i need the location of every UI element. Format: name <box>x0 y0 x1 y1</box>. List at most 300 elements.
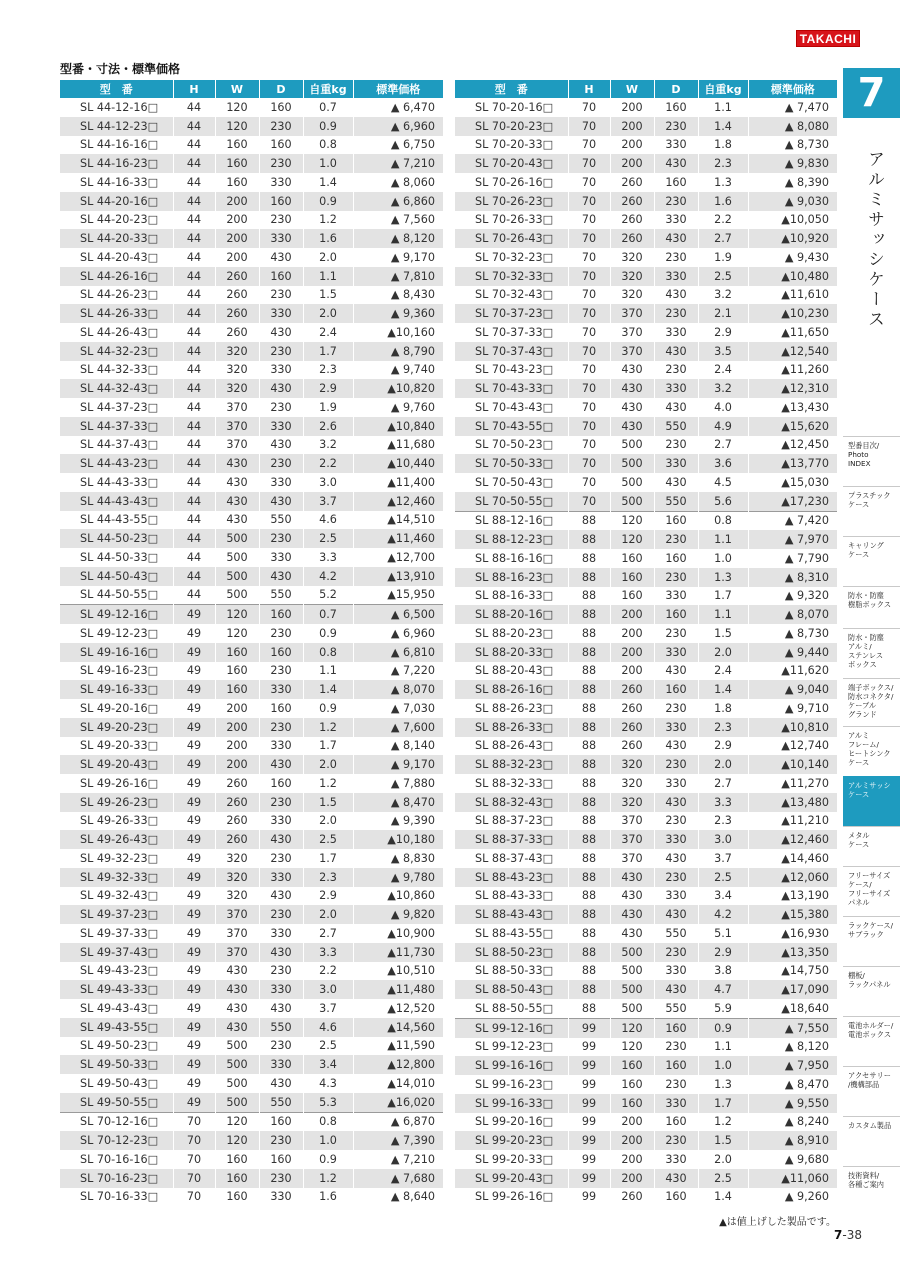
table-row <box>455 755 837 774</box>
cell-h: 88 <box>568 511 610 530</box>
cell-d: 160 <box>654 680 698 699</box>
cell-price: ▲11,730 <box>353 943 443 962</box>
table-row <box>455 868 837 887</box>
cell-model: SL 70-20-23□ <box>455 117 568 136</box>
side-tab-label: ラックパネル <box>848 980 891 989</box>
table-row <box>60 229 443 248</box>
side-tab-label: ケース <box>848 550 870 559</box>
cell-d: 330 <box>259 980 303 999</box>
cell-h: 44 <box>173 398 215 417</box>
cell-weight: 4.9 <box>698 417 748 436</box>
table-row <box>60 662 443 681</box>
cell-d: 330 <box>259 737 303 756</box>
cell-model: SL 99-26-16□ <box>455 1188 568 1207</box>
cell-w: 320 <box>610 267 654 286</box>
cell-d: 230 <box>259 793 303 812</box>
cell-price: ▲12,310 <box>748 379 837 398</box>
side-tab-label: /機構部品 <box>848 1080 880 1089</box>
cell-w: 160 <box>215 1188 259 1207</box>
cell-w: 120 <box>610 511 654 530</box>
cell-w: 500 <box>610 980 654 999</box>
cell-price: ▲14,510 <box>387 513 435 527</box>
cell-w: 430 <box>215 1018 259 1037</box>
table-row <box>60 211 443 230</box>
cell-d: 160 <box>654 98 698 117</box>
cell-w: 200 <box>215 192 259 211</box>
cell-w: 200 <box>215 248 259 267</box>
side-tab-7[interactable] <box>843 726 900 776</box>
side-tab-1[interactable] <box>843 436 900 486</box>
cell-d: 430 <box>259 999 303 1018</box>
cell-w: 320 <box>610 286 654 305</box>
cell-h: 88 <box>568 755 610 774</box>
table-row <box>455 718 837 737</box>
col-header-h: H <box>568 80 610 98</box>
side-tab-label: 電池ボックス <box>848 1030 892 1039</box>
cell-weight: 4.3 <box>303 1074 353 1093</box>
side-tab-9[interactable] <box>843 826 900 866</box>
cell-h: 49 <box>173 680 215 699</box>
cell-d: 430 <box>259 323 303 342</box>
table-row <box>455 342 837 361</box>
cell-weight: 2.4 <box>303 323 353 342</box>
cell-weight: 1.0 <box>303 1131 353 1150</box>
cell-model: SL 88-43-43□ <box>455 905 568 924</box>
side-tab-label: ケース/ <box>848 880 872 889</box>
cell-price: ▲10,900 <box>387 926 435 940</box>
cell-price: ▲ 7,420 <box>748 511 837 530</box>
table-row <box>455 1018 837 1037</box>
side-tab-10[interactable] <box>843 866 900 916</box>
cell-w: 370 <box>610 849 654 868</box>
table-row <box>60 755 443 774</box>
side-tab-label: 樹脂ボックス <box>848 600 892 609</box>
cell-w: 320 <box>215 379 259 398</box>
table-row <box>60 887 443 906</box>
cell-weight: 4.0 <box>698 398 748 417</box>
cell-weight: 4.2 <box>698 905 748 924</box>
cell-price: ▲11,480 <box>353 980 443 999</box>
cell-d: 330 <box>654 774 698 793</box>
table-row <box>455 812 837 831</box>
cell-h: 88 <box>568 849 610 868</box>
cell-model: SL 70-43-23□ <box>455 361 568 380</box>
table-row <box>60 1188 443 1207</box>
cell-h: 70 <box>173 1131 215 1150</box>
cell-model: SL 49-50-43□ <box>60 1074 173 1093</box>
table-row <box>455 511 837 530</box>
table-row <box>60 342 443 361</box>
cell-price: ▲ 9,760 <box>390 400 435 414</box>
cell-weight: 1.1 <box>698 98 748 117</box>
cell-w: 500 <box>610 999 654 1018</box>
side-tab-label: アルミ/ <box>848 642 872 651</box>
side-tab-12[interactable] <box>843 966 900 1016</box>
cell-model: SL 49-16-16□ <box>60 643 173 662</box>
cell-price: ▲ 8,730 <box>784 626 829 640</box>
side-tab-3[interactable] <box>843 536 900 586</box>
cell-h: 44 <box>173 436 215 455</box>
cell-model: SL 49-43-33□ <box>60 980 173 999</box>
cell-w: 120 <box>215 117 259 136</box>
cell-h: 49 <box>173 643 215 662</box>
col-header-w: W <box>215 80 259 98</box>
cell-model: SL 99-12-16□ <box>455 1018 568 1037</box>
table-row <box>60 699 443 718</box>
cell-weight: 2.5 <box>303 830 353 849</box>
cell-w: 160 <box>215 136 259 155</box>
side-tab-label: アルミ <box>848 731 870 740</box>
cell-h: 88 <box>568 568 610 587</box>
side-tab-label: 技術資料/ <box>848 1171 880 1180</box>
cell-weight: 2.6 <box>303 417 353 436</box>
cell-model: SL 49-12-23□ <box>60 624 173 643</box>
table-row <box>455 136 837 155</box>
table-row <box>60 454 443 473</box>
cell-price: ▲10,510 <box>387 964 435 978</box>
cell-price: ▲ 9,440 <box>748 643 837 662</box>
table-row <box>60 924 443 943</box>
cell-w: 160 <box>215 173 259 192</box>
cell-w: 120 <box>610 1038 654 1057</box>
cell-price: ▲14,750 <box>781 964 829 978</box>
cell-model: SL 70-37-43□ <box>455 342 568 361</box>
cell-h: 44 <box>173 511 215 530</box>
side-tab-4[interactable] <box>843 586 900 628</box>
cell-d: 230 <box>259 962 303 981</box>
cell-weight: 1.7 <box>698 587 748 606</box>
cell-price: ▲17,230 <box>748 492 837 511</box>
cell-price: ▲12,460 <box>353 492 443 511</box>
table-row <box>60 643 443 662</box>
side-tab-5[interactable] <box>843 628 900 678</box>
cell-model: SL 49-43-55□ <box>60 1018 173 1037</box>
cell-model: SL 44-43-55□ <box>60 511 173 530</box>
cell-weight: 4.6 <box>303 1018 353 1037</box>
cell-weight: 1.3 <box>698 568 748 587</box>
cell-model: SL 88-43-55□ <box>455 924 568 943</box>
cell-model: SL 70-37-23□ <box>455 304 568 323</box>
cell-h: 49 <box>173 943 215 962</box>
table-row <box>455 454 837 473</box>
cell-d: 330 <box>654 379 698 398</box>
cell-w: 200 <box>610 98 654 117</box>
cell-model: SL 88-26-16□ <box>455 680 568 699</box>
cell-price: ▲ 8,830 <box>390 851 435 865</box>
cell-model: SL 88-43-23□ <box>455 868 568 887</box>
cell-model: SL 49-26-33□ <box>60 812 173 831</box>
cell-d: 430 <box>654 849 698 868</box>
cell-w: 160 <box>610 549 654 568</box>
table-row <box>60 154 443 173</box>
cell-weight: 2.5 <box>698 267 748 286</box>
cell-w: 500 <box>610 454 654 473</box>
side-tab-2[interactable] <box>843 486 900 536</box>
cell-w: 370 <box>610 304 654 323</box>
cell-price: ▲ 9,360 <box>353 304 443 323</box>
table-row <box>455 549 837 568</box>
cell-model: SL 70-43-33□ <box>455 379 568 398</box>
cell-weight: 1.1 <box>698 1038 748 1057</box>
cell-weight: 5.2 <box>303 586 353 605</box>
cell-d: 550 <box>259 1093 303 1112</box>
page-chapter: 7 <box>834 1228 843 1242</box>
cell-w: 160 <box>215 662 259 681</box>
cell-weight: 2.3 <box>303 868 353 887</box>
cell-weight: 3.8 <box>698 962 748 981</box>
cell-price: ▲ 8,070 <box>353 680 443 699</box>
cell-w: 200 <box>215 737 259 756</box>
cell-weight: 1.7 <box>698 1094 748 1113</box>
cell-weight: 2.3 <box>303 361 353 380</box>
cell-price: ▲ 6,960 <box>390 626 435 640</box>
table-row <box>60 1112 443 1131</box>
cell-h: 44 <box>173 211 215 230</box>
side-tab-label: 電池ホルダー/ <box>848 1021 894 1030</box>
cell-model: SL 70-32-23□ <box>455 248 568 267</box>
cell-price: ▲ 8,470 <box>784 1077 829 1091</box>
cell-w: 430 <box>610 417 654 436</box>
cell-price: ▲13,190 <box>781 889 829 903</box>
cell-d: 550 <box>654 999 698 1018</box>
cell-model: SL 88-16-33□ <box>455 587 568 606</box>
cell-w: 260 <box>215 774 259 793</box>
cell-d: 550 <box>259 1018 303 1037</box>
cell-weight: 1.9 <box>303 398 353 417</box>
spec-table-right <box>455 80 837 1206</box>
cell-price: ▲ 6,860 <box>353 192 443 211</box>
cell-d: 160 <box>259 192 303 211</box>
cell-d: 230 <box>654 530 698 549</box>
cell-d: 230 <box>259 117 303 136</box>
cell-price: ▲11,680 <box>387 438 435 452</box>
cell-w: 260 <box>610 737 654 756</box>
cell-d: 430 <box>654 286 698 305</box>
side-tab-label: Photo <box>848 450 869 459</box>
cell-d: 330 <box>259 229 303 248</box>
cell-model: SL 70-50-43□ <box>455 473 568 492</box>
cell-price: ▲ 9,170 <box>390 250 435 264</box>
cell-model: SL 88-12-16□ <box>455 511 568 530</box>
cell-w: 500 <box>215 529 259 548</box>
table-row <box>455 1150 837 1169</box>
cell-price: ▲ 9,170 <box>353 755 443 774</box>
cell-w: 260 <box>215 286 259 305</box>
table-row <box>60 248 443 267</box>
cell-model: SL 99-20-23□ <box>455 1131 568 1150</box>
side-tab-8[interactable] <box>843 776 900 826</box>
cell-model: SL 44-16-23□ <box>60 154 173 173</box>
cell-w: 430 <box>610 887 654 906</box>
cell-h: 49 <box>173 737 215 756</box>
side-tab-label: ヒートシンク <box>848 749 891 758</box>
cell-price: ▲ 7,470 <box>784 100 829 114</box>
side-tab-label: ケース <box>848 790 870 799</box>
cell-weight: 3.5 <box>698 342 748 361</box>
cell-w: 260 <box>215 267 259 286</box>
cell-h: 88 <box>568 774 610 793</box>
table-row <box>455 267 837 286</box>
cell-d: 160 <box>259 643 303 662</box>
side-tab-16[interactable] <box>843 1166 900 1216</box>
cell-price: ▲ 6,750 <box>390 138 435 152</box>
cell-weight: 2.2 <box>303 454 353 473</box>
cell-model: SL 88-32-43□ <box>455 793 568 812</box>
cell-d: 430 <box>654 342 698 361</box>
cell-w: 160 <box>610 587 654 606</box>
cell-d: 230 <box>654 943 698 962</box>
cell-h: 49 <box>173 887 215 906</box>
cell-model: SL 88-32-33□ <box>455 774 568 793</box>
cell-model: SL 70-32-33□ <box>455 267 568 286</box>
cell-price: ▲ 8,390 <box>784 175 829 189</box>
cell-model: SL 99-16-23□ <box>455 1075 568 1094</box>
cell-h: 70 <box>568 342 610 361</box>
cell-model: SL 88-50-23□ <box>455 943 568 962</box>
cell-price: ▲ 6,960 <box>353 117 443 136</box>
cell-d: 330 <box>654 1094 698 1113</box>
cell-w: 370 <box>215 943 259 962</box>
cell-d: 330 <box>259 361 303 380</box>
cell-w: 500 <box>215 1055 259 1074</box>
cell-weight: 3.2 <box>303 436 353 455</box>
cell-d: 430 <box>654 154 698 173</box>
cell-d: 330 <box>654 830 698 849</box>
cell-model: SL 70-16-33□ <box>60 1188 173 1207</box>
cell-w: 370 <box>215 924 259 943</box>
cell-model: SL 88-20-43□ <box>455 662 568 681</box>
cell-d: 550 <box>654 492 698 511</box>
cell-model: SL 70-20-33□ <box>455 136 568 155</box>
cell-w: 370 <box>610 323 654 342</box>
cell-h: 70 <box>568 286 610 305</box>
cell-h: 44 <box>173 417 215 436</box>
cell-model: SL 70-43-55□ <box>455 417 568 436</box>
table-row <box>60 136 443 155</box>
table-row <box>455 849 837 868</box>
cell-h: 44 <box>173 342 215 361</box>
cell-w: 430 <box>610 398 654 417</box>
cell-d: 230 <box>259 849 303 868</box>
cell-weight: 1.9 <box>698 248 748 267</box>
side-tab-14[interactable] <box>843 1066 900 1116</box>
cell-weight: 0.8 <box>698 511 748 530</box>
cell-w: 260 <box>610 192 654 211</box>
cell-w: 370 <box>215 436 259 455</box>
cell-weight: 0.9 <box>303 1150 353 1169</box>
cell-price: ▲ 7,600 <box>353 718 443 737</box>
cell-h: 44 <box>173 492 215 511</box>
table-row <box>60 173 443 192</box>
cell-weight: 1.1 <box>698 530 748 549</box>
cell-weight: 1.6 <box>698 192 748 211</box>
cell-weight: 2.2 <box>698 211 748 230</box>
cell-w: 430 <box>610 924 654 943</box>
cell-h: 88 <box>568 699 610 718</box>
cell-h: 88 <box>568 624 610 643</box>
table-row <box>60 267 443 286</box>
cell-price: ▲12,460 <box>748 830 837 849</box>
cell-w: 370 <box>610 812 654 831</box>
side-tab-label: ケース <box>848 840 870 849</box>
cell-model: SL 49-37-23□ <box>60 905 173 924</box>
side-tab-15[interactable] <box>843 1116 900 1166</box>
cell-w: 370 <box>610 830 654 849</box>
cell-price: ▲15,950 <box>387 588 435 602</box>
cell-h: 88 <box>568 868 610 887</box>
cell-weight: 2.5 <box>303 1037 353 1056</box>
table-row <box>60 624 443 643</box>
cell-w: 320 <box>215 342 259 361</box>
cell-h: 70 <box>568 192 610 211</box>
cell-d: 230 <box>259 1037 303 1056</box>
cell-weight: 0.9 <box>303 117 353 136</box>
cell-h: 49 <box>173 718 215 737</box>
cell-h: 88 <box>568 830 610 849</box>
side-tab-label: ボックス <box>848 660 877 669</box>
cell-h: 99 <box>568 1056 610 1075</box>
cell-h: 88 <box>568 662 610 681</box>
cell-model: SL 70-37-33□ <box>455 323 568 342</box>
side-tab-label: フリーサイズ <box>848 889 891 898</box>
cell-weight: 2.5 <box>698 868 748 887</box>
cell-w: 200 <box>610 1113 654 1132</box>
cell-h: 70 <box>568 117 610 136</box>
table-row <box>455 1075 837 1094</box>
table-row <box>60 737 443 756</box>
cell-weight: 3.2 <box>698 286 748 305</box>
cell-weight: 2.3 <box>698 154 748 173</box>
cell-model: SL 44-20-23□ <box>60 211 173 230</box>
cell-h: 88 <box>568 980 610 999</box>
side-tab-6[interactable] <box>843 678 900 726</box>
table-row <box>60 680 443 699</box>
price-note: ▲は値上げした製品です。 <box>719 1217 836 1228</box>
cell-price: ▲12,450 <box>781 438 829 452</box>
cell-h: 70 <box>568 398 610 417</box>
cell-model: SL 88-50-55□ <box>455 999 568 1018</box>
table-row <box>455 568 837 587</box>
cell-price: ▲ 8,470 <box>353 793 443 812</box>
cell-h: 44 <box>173 304 215 323</box>
table-row <box>60 830 443 849</box>
cell-h: 49 <box>173 868 215 887</box>
cell-weight: 5.6 <box>698 492 748 511</box>
cell-h: 88 <box>568 549 610 568</box>
cell-h: 49 <box>173 699 215 718</box>
cell-model: SL 49-26-16□ <box>60 774 173 793</box>
cell-model: SL 49-50-55□ <box>60 1093 173 1112</box>
cell-w: 430 <box>215 999 259 1018</box>
side-tab-11[interactable] <box>843 916 900 966</box>
cell-model: SL 88-43-33□ <box>455 887 568 906</box>
cell-price: ▲ 7,560 <box>390 213 435 227</box>
cell-weight: 0.7 <box>303 605 353 624</box>
cell-h: 70 <box>173 1150 215 1169</box>
cell-model: SL 49-26-23□ <box>60 793 173 812</box>
cell-h: 44 <box>173 154 215 173</box>
cell-d: 160 <box>654 511 698 530</box>
table-row <box>60 793 443 812</box>
cell-w: 160 <box>610 568 654 587</box>
cell-price: ▲ 7,390 <box>353 1131 443 1150</box>
cell-w: 200 <box>610 136 654 155</box>
cell-d: 330 <box>259 173 303 192</box>
cell-model: SL 44-37-23□ <box>60 398 173 417</box>
side-tab-13[interactable] <box>843 1016 900 1066</box>
table-row <box>60 436 443 455</box>
cell-h: 88 <box>568 943 610 962</box>
